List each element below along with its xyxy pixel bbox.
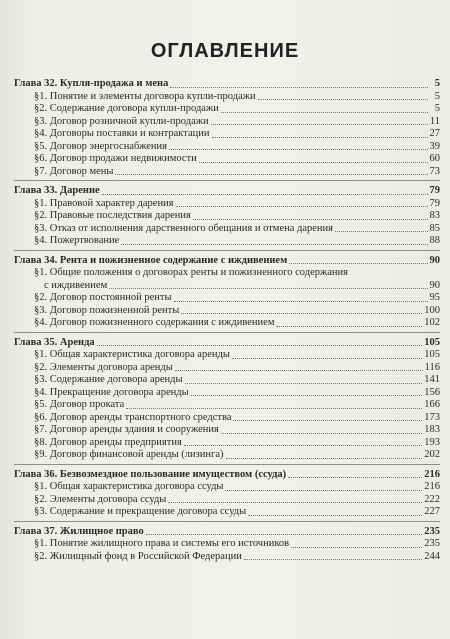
toc-entry[interactable] bbox=[14, 103, 440, 116]
chapter-33 bbox=[14, 185, 440, 251]
page-number: 216 bbox=[424, 468, 440, 480]
page-number: 83 bbox=[429, 210, 440, 221]
page-number: 227 bbox=[424, 506, 440, 517]
page-number: 11 bbox=[429, 115, 440, 127]
toc-entry[interactable] bbox=[14, 210, 440, 223]
dot-leader bbox=[225, 490, 422, 491]
dot-leader bbox=[170, 87, 428, 88]
chapter-title[interactable] bbox=[14, 469, 440, 482]
page-number: 73 bbox=[429, 165, 440, 177]
dot-leader bbox=[211, 124, 428, 125]
dot-leader bbox=[289, 263, 427, 264]
toc-entry[interactable] bbox=[14, 141, 440, 154]
dot-leader bbox=[115, 174, 427, 175]
page-number: 141 bbox=[424, 374, 440, 385]
entry-label: §1. Общие положения о договорах ренты и пожизненного содержания bbox=[34, 267, 348, 278]
dot-leader bbox=[168, 502, 422, 503]
page-title: ОГЛАВЛЕНИЕ bbox=[150, 40, 300, 62]
chapter-title-text: Глава 36. Безвозмездное пользование имуществом (ссуда) bbox=[14, 468, 287, 480]
toc-entry[interactable] bbox=[14, 387, 440, 400]
dot-leader bbox=[232, 358, 422, 359]
toc-entry[interactable] bbox=[14, 166, 440, 179]
page-number: 166 bbox=[424, 399, 440, 410]
entry-label: §5. Договор энергоснабжения bbox=[34, 140, 167, 152]
dot-leader bbox=[212, 137, 428, 138]
dot-leader bbox=[288, 477, 422, 478]
toc-entry[interactable] bbox=[14, 481, 440, 494]
page-number: 222 bbox=[424, 493, 440, 505]
dot-leader bbox=[169, 149, 428, 150]
toc-entry[interactable] bbox=[14, 292, 440, 305]
chapter-title[interactable] bbox=[14, 255, 440, 268]
page-number: 88 bbox=[429, 235, 440, 246]
entry-label: §2. Элементы договора ссуды bbox=[34, 493, 167, 505]
entry-label: §1. Правовой характер дарения bbox=[34, 197, 174, 209]
dot-leader bbox=[291, 547, 422, 548]
entry-label: §4. Прекращение договора аренды bbox=[34, 386, 189, 398]
dot-leader bbox=[175, 370, 423, 371]
chapter-title[interactable] bbox=[14, 78, 440, 91]
dot-leader bbox=[199, 162, 428, 163]
page-number: 244 bbox=[424, 550, 440, 562]
dot-leader bbox=[121, 244, 427, 245]
page-number: 235 bbox=[424, 538, 440, 549]
page-number: 100 bbox=[424, 304, 440, 316]
entry-label: §9. Договор финансовой аренды (лизинга) bbox=[34, 449, 224, 460]
toc-entry[interactable] bbox=[14, 437, 440, 450]
entry-label: §1. Понятие жилищного права и системы его источников bbox=[34, 538, 290, 549]
page-number: 102 bbox=[424, 317, 440, 328]
entry-label: §2. Жилищный фонд в Российской Федерации bbox=[34, 550, 242, 562]
page-number: 105 bbox=[424, 336, 440, 348]
chapter-title[interactable] bbox=[14, 185, 440, 198]
toc-entry[interactable] bbox=[14, 399, 440, 412]
page-number: 79 bbox=[429, 197, 440, 209]
chapter-title[interactable] bbox=[14, 337, 440, 350]
toc-entry[interactable] bbox=[14, 198, 440, 211]
page-number: 90 bbox=[429, 254, 440, 266]
dot-leader bbox=[244, 559, 422, 560]
page-number: 105 bbox=[424, 349, 440, 360]
page-number: 202 bbox=[424, 449, 440, 460]
page-number: 216 bbox=[424, 481, 440, 492]
entry-label: §4. Пожертвование bbox=[34, 235, 120, 246]
entry-label: §6. Договор аренды транспортного средства bbox=[34, 411, 232, 423]
toc-entry[interactable] bbox=[14, 362, 440, 375]
dot-leader bbox=[174, 301, 428, 302]
entry-label: §1. Понятие и элементы договора купли-продажи bbox=[34, 90, 256, 102]
table-of-contents bbox=[14, 78, 440, 569]
toc-entry[interactable] bbox=[14, 91, 440, 104]
chapter-35 bbox=[14, 337, 440, 465]
toc-entry[interactable] bbox=[14, 116, 440, 129]
toc-entry[interactable] bbox=[14, 412, 440, 425]
toc-entry[interactable] bbox=[14, 506, 440, 519]
dot-leader bbox=[176, 206, 428, 207]
entry-label: §3. Отказ от исполнения дарственного обещания и отмена дарения bbox=[34, 222, 333, 234]
entry-label: §8. Договор аренды предприятия bbox=[34, 436, 182, 448]
page-number: 173 bbox=[424, 411, 440, 423]
entry-label-continuation bbox=[34, 280, 440, 293]
toc-entry[interactable] bbox=[14, 349, 440, 362]
toc-entry[interactable] bbox=[14, 153, 440, 166]
dot-leader bbox=[185, 383, 423, 384]
entry-label: §2. Договор постоянной ренты bbox=[34, 292, 172, 303]
toc-entry[interactable] bbox=[14, 128, 440, 141]
chapter-title-text: Глава 32. Купля-продажа и мена bbox=[14, 78, 169, 89]
dot-leader bbox=[184, 445, 422, 446]
dot-leader bbox=[181, 313, 422, 314]
dot-leader bbox=[226, 458, 423, 459]
entry-label: §2. Правовые последствия дарения bbox=[34, 210, 191, 221]
page-number: 39 bbox=[429, 140, 440, 152]
entry-label: §3. Содержание договора аренды bbox=[34, 374, 183, 385]
page-number: 183 bbox=[424, 424, 440, 435]
chapter-36 bbox=[14, 469, 440, 522]
entry-label: §6. Договор продажи недвижимости bbox=[34, 153, 197, 164]
entry-label: с иждивением bbox=[44, 279, 108, 291]
dot-leader bbox=[126, 408, 422, 409]
chapter-37 bbox=[14, 526, 440, 566]
entry-label: §7. Договор аренды здания и сооружения bbox=[34, 424, 219, 435]
dot-leader bbox=[248, 515, 422, 516]
chapter-title-text: Глава 33. Дарение bbox=[14, 185, 100, 196]
page-number: 5 bbox=[434, 103, 440, 114]
page-number: 5 bbox=[434, 90, 440, 102]
toc-entry[interactable] bbox=[14, 494, 440, 507]
dot-leader bbox=[193, 219, 428, 220]
dot-leader bbox=[109, 288, 427, 289]
entry-label: §2. Содержание договора купли-продажи bbox=[34, 103, 219, 114]
toc-entry[interactable] bbox=[14, 374, 440, 387]
dot-leader bbox=[102, 194, 428, 195]
dot-leader bbox=[221, 112, 428, 113]
toc-entry[interactable] bbox=[14, 538, 440, 551]
toc-entry[interactable] bbox=[14, 317, 440, 330]
entry-label: §1. Общая характеристика договора ссуды bbox=[34, 481, 224, 492]
dot-leader bbox=[258, 99, 428, 100]
page-number: 193 bbox=[424, 436, 440, 448]
dot-leader bbox=[191, 395, 423, 396]
toc-entry[interactable] bbox=[14, 449, 440, 462]
chapter-title-text: Глава 37. Жилищное право bbox=[14, 525, 144, 537]
dot-leader bbox=[221, 433, 422, 434]
chapter-34 bbox=[14, 255, 440, 333]
page-number: 95 bbox=[429, 292, 440, 303]
toc-entry[interactable] bbox=[14, 223, 440, 236]
page-number: 235 bbox=[424, 525, 440, 537]
page-number: 60 bbox=[429, 153, 440, 164]
page-number: 85 bbox=[429, 222, 440, 234]
page-number: 27 bbox=[429, 128, 440, 139]
toc-entry[interactable] bbox=[14, 305, 440, 318]
entry-label: §4. Договоры поставки и контрактации bbox=[34, 128, 210, 139]
entry-label: §4. Договор пожизненного содержания с иждивением bbox=[34, 317, 275, 328]
toc-entry[interactable] bbox=[14, 424, 440, 437]
entry-label: §1. Общая характеристика договора аренды bbox=[34, 349, 230, 360]
entry-label: §3. Договор пожизненной ренты bbox=[34, 304, 180, 316]
dot-leader bbox=[335, 231, 428, 232]
page-number: 79 bbox=[429, 185, 440, 196]
entry-label: §2. Элементы договора аренды bbox=[34, 361, 173, 373]
toc-entry[interactable] bbox=[14, 267, 440, 292]
chapter-title-text: Глава 35. Аренда bbox=[14, 336, 95, 348]
dot-leader bbox=[233, 420, 422, 421]
dot-leader bbox=[97, 345, 423, 346]
page-number: 156 bbox=[424, 386, 440, 398]
page-number: 116 bbox=[424, 361, 440, 373]
dot-leader bbox=[146, 534, 423, 535]
entry-label: §3. Договор розничной купли-продажи bbox=[34, 115, 209, 127]
chapter-32 bbox=[14, 78, 440, 181]
dot-leader bbox=[276, 326, 422, 327]
chapter-title-text: Глава 34. Рента и пожизненное содержание с иждивением bbox=[14, 254, 288, 266]
entry-label: §7. Договор мены bbox=[34, 165, 114, 177]
entry-label: §3. Содержание и прекращение договора ссуды bbox=[34, 506, 247, 517]
page-number: 90 bbox=[429, 279, 440, 291]
page-number: 5 bbox=[434, 78, 440, 89]
entry-label: §5. Договор проката bbox=[34, 399, 125, 410]
chapter-title[interactable] bbox=[14, 526, 440, 539]
toc-entry[interactable] bbox=[14, 551, 440, 564]
toc-entry[interactable] bbox=[14, 235, 440, 248]
